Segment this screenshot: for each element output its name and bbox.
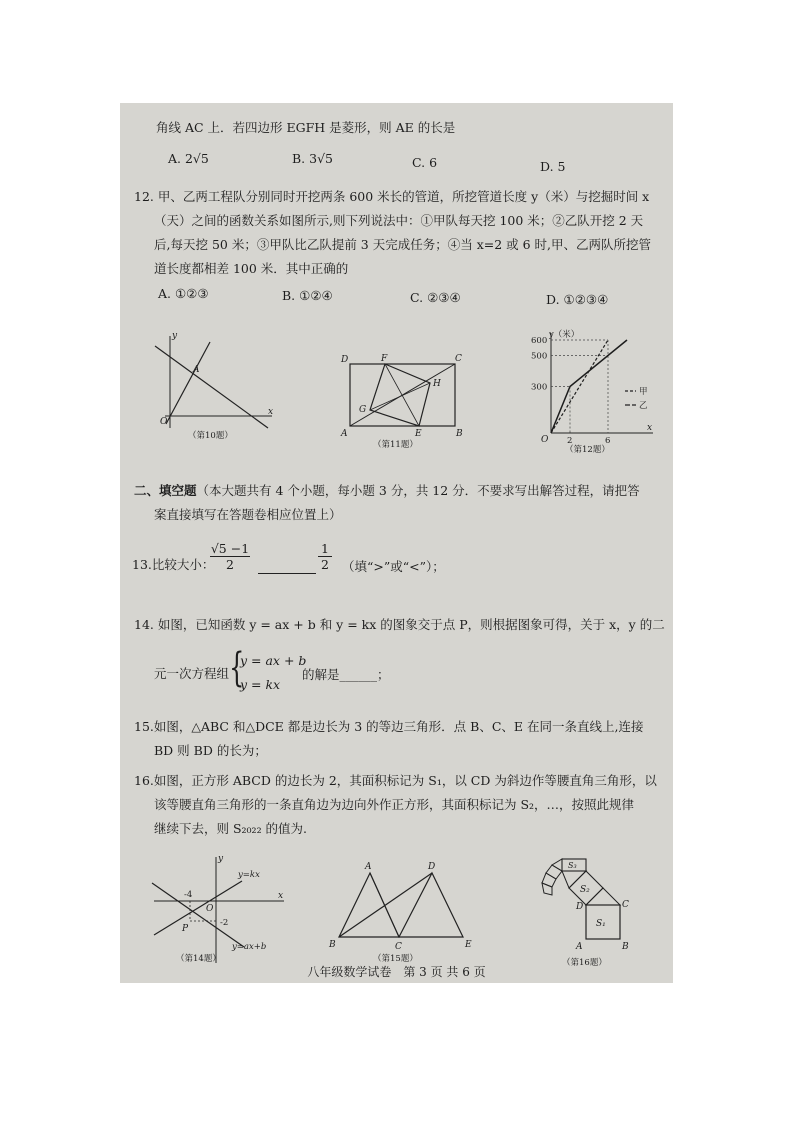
q12-line2: （天）之间的函数关系如图所示,则下列说法中：①甲队每天挖 100 米；②乙队开挖 2 天 bbox=[154, 213, 644, 228]
q13-prefix: 13.比较大小： bbox=[132, 557, 215, 572]
q16-line3: 继续下去，则 S₂₀₂₂ 的值为. bbox=[154, 821, 308, 836]
fig16-label-s3: S₃ bbox=[568, 861, 577, 870]
fig16-caption: （第16题） bbox=[562, 958, 607, 968]
q12-option-c: C. ②③④ bbox=[410, 290, 461, 305]
fig10-origin: O bbox=[160, 417, 168, 427]
fig16-label-d: D bbox=[576, 902, 584, 912]
figure-12-chart bbox=[525, 325, 665, 457]
q12-option-a: A. ①②③ bbox=[158, 286, 209, 301]
q11-option-b: B. 3√5 bbox=[292, 151, 334, 166]
q14-line1: 14. 如图，已知函数 y = ax + b 和 y = kx 的图象交于点 P，则根据图象可得，关于 x，y 的二 bbox=[134, 617, 665, 632]
fig12-origin: O bbox=[541, 435, 549, 445]
q15-line1: 15.如图，△ABC 和△DCE 都是边长为 3 的等边三角形．点 B、C、E 在同一条直线上,连接 bbox=[134, 719, 644, 734]
fig11-label-e: E bbox=[415, 429, 422, 439]
section2-header-line1 bbox=[134, 483, 640, 499]
q11-tail: 角线 AC 上．若四边形 EGFH 是菱形，则 AE 的长是 bbox=[156, 120, 456, 135]
q13-den1: 2 bbox=[226, 557, 234, 572]
fig16-label-b: B bbox=[622, 942, 629, 952]
fig16-small-square-2 bbox=[546, 865, 562, 879]
q11-option-d: D. 5 bbox=[540, 159, 566, 174]
fig15-label-c: C bbox=[395, 942, 402, 952]
fig10-line-2 bbox=[166, 342, 210, 424]
q13-blank bbox=[258, 573, 316, 574]
fig14-x-label: x bbox=[278, 891, 284, 901]
exam-page bbox=[120, 103, 673, 983]
fig14-y-label: y bbox=[218, 854, 224, 864]
fig16-small-square-1 bbox=[552, 859, 562, 871]
fig10-x-label: x bbox=[268, 407, 274, 417]
fig12-legend-yi: 乙 bbox=[639, 401, 648, 411]
fig14-caption: （第14题） bbox=[176, 954, 221, 964]
fig12-ytick-300: 300 bbox=[531, 382, 548, 393]
q15-line2: BD 则 BD 的长为； bbox=[154, 743, 267, 758]
fig12-y-label: y（米） bbox=[549, 330, 580, 340]
fig14-label-yaxb: y=ax+b bbox=[232, 942, 267, 952]
q12-line4: 道长度都相差 100 米．其中正确的 bbox=[154, 261, 349, 276]
section2-intro: （本大题共有 4 个小题，每小题 3 分，共 12 分．不要求写出解答过程，请把答 bbox=[196, 483, 640, 498]
q13-num1: √5 −1 bbox=[210, 541, 250, 556]
fig15-segment-ac bbox=[370, 873, 399, 937]
fig12-caption: （第12题） bbox=[565, 445, 610, 455]
q16-line1: 16.如图，正方形 ABCD 的边长为 2，其面积标记为 S₁，以 CD 为斜边作等腰直角三角形，以 bbox=[134, 773, 657, 788]
fig15-caption: （第15题） bbox=[373, 954, 418, 964]
figure-10 bbox=[150, 328, 280, 443]
fig16-label-s2: S₂ bbox=[580, 885, 590, 895]
fig11-rhombus bbox=[370, 364, 430, 426]
fig12-xtick-6: 6 bbox=[605, 436, 611, 446]
fig16-small-square-4 bbox=[542, 883, 552, 895]
figure-16 bbox=[516, 851, 642, 973]
fig14-origin: O bbox=[206, 904, 214, 914]
q12-option-b: B. ①②④ bbox=[282, 288, 333, 303]
q14-suffix: 的解是______； bbox=[302, 667, 390, 682]
fig14-tick-m2: -2 bbox=[220, 918, 229, 928]
fig11-label-c: C bbox=[455, 354, 462, 364]
section2-heading: 二、填空题 bbox=[134, 483, 197, 498]
fig12-xtick-2: 2 bbox=[567, 436, 573, 446]
q12-line3: 后,每天挖 50 米；③甲队比乙队提前 3 天完成任务；④当 x=2 或 6 时,甲、乙两队所挖管 bbox=[154, 237, 652, 252]
q14-prefix: 元一次方程组 bbox=[154, 666, 230, 681]
fig11-label-a: A bbox=[341, 429, 348, 439]
figure-14 bbox=[146, 851, 286, 969]
page-footer: 八年级数学试卷 第 3 页 共 6 页 bbox=[307, 965, 486, 979]
q13-suffix: （填“>”或“<”）； bbox=[342, 559, 445, 574]
fig15-label-b: B bbox=[329, 940, 336, 950]
fig11-label-f: F bbox=[381, 354, 388, 364]
fig14-line-ykx bbox=[152, 883, 244, 947]
fig14-label-ykx: y=kx bbox=[238, 870, 260, 880]
fig16-small-square-3 bbox=[542, 873, 556, 887]
q12-line1: 12. 甲、乙两工程队分别同时开挖两条 600 米长的管道，所挖管道长度 y（米）与挖掘时间 x bbox=[134, 189, 650, 204]
q14-eq2: y = kx bbox=[240, 677, 281, 692]
fig12-x-label: x bbox=[647, 423, 653, 433]
q13-den2: 2 bbox=[321, 557, 329, 572]
q14-eq1: y = ax + b bbox=[240, 653, 307, 668]
fig11-caption: （第11题） bbox=[373, 440, 418, 450]
q13-fraction-2 bbox=[318, 541, 332, 572]
q13-num2: 1 bbox=[318, 541, 332, 557]
q12-option-d: D. ①②③④ bbox=[546, 292, 609, 307]
fig10-point-a: A bbox=[193, 365, 200, 375]
fig12-ytick-600: 600 bbox=[531, 336, 548, 346]
fig16-triangle-1 bbox=[586, 888, 620, 905]
fig11-label-h: H bbox=[433, 379, 441, 389]
q11-option-c: C. 6 bbox=[412, 155, 438, 170]
fig14-line-yaxb bbox=[154, 881, 242, 935]
fig11-label-b: B bbox=[456, 429, 463, 439]
fig15-label-a: A bbox=[365, 862, 372, 872]
figure-15 bbox=[325, 857, 483, 967]
q13-fraction-1 bbox=[210, 541, 250, 572]
fig14-tick-m4: -4 bbox=[184, 890, 193, 900]
fig15-triangle-dce bbox=[399, 873, 463, 937]
fig10-caption: （第10题） bbox=[188, 431, 233, 441]
fig11-segment-gh bbox=[370, 383, 430, 410]
figure-11 bbox=[335, 350, 470, 450]
q14-brace: { bbox=[229, 645, 245, 691]
fig15-triangle-abc bbox=[339, 873, 399, 937]
fig15-label-e: E bbox=[465, 940, 472, 950]
fig15-segment-bd bbox=[339, 873, 432, 937]
fig16-label-a: A bbox=[576, 942, 583, 952]
fig16-label-c: C bbox=[622, 900, 629, 910]
fig10-y-label: y bbox=[172, 331, 178, 341]
fig12-legend-jia: 甲 bbox=[639, 387, 648, 397]
fig11-label-g: G bbox=[359, 405, 367, 415]
fig12-series-yi bbox=[551, 340, 627, 433]
q16-line2: 该等腰直角三角形的一条直角边为边向外作正方形，其面积标记为 S₂，…，按照此规律 bbox=[154, 797, 635, 812]
fig11-label-d: D bbox=[341, 355, 349, 365]
q11-option-a: A. 2√5 bbox=[168, 151, 209, 166]
fig12-ytick-500: 500 bbox=[531, 351, 548, 362]
fig15-label-d: D bbox=[428, 862, 436, 872]
section2-line2: 案直接填写在答题卷相应位置上） bbox=[154, 507, 342, 522]
fig16-label-s1: S₁ bbox=[596, 919, 606, 929]
fig14-point-p: P bbox=[182, 924, 189, 934]
